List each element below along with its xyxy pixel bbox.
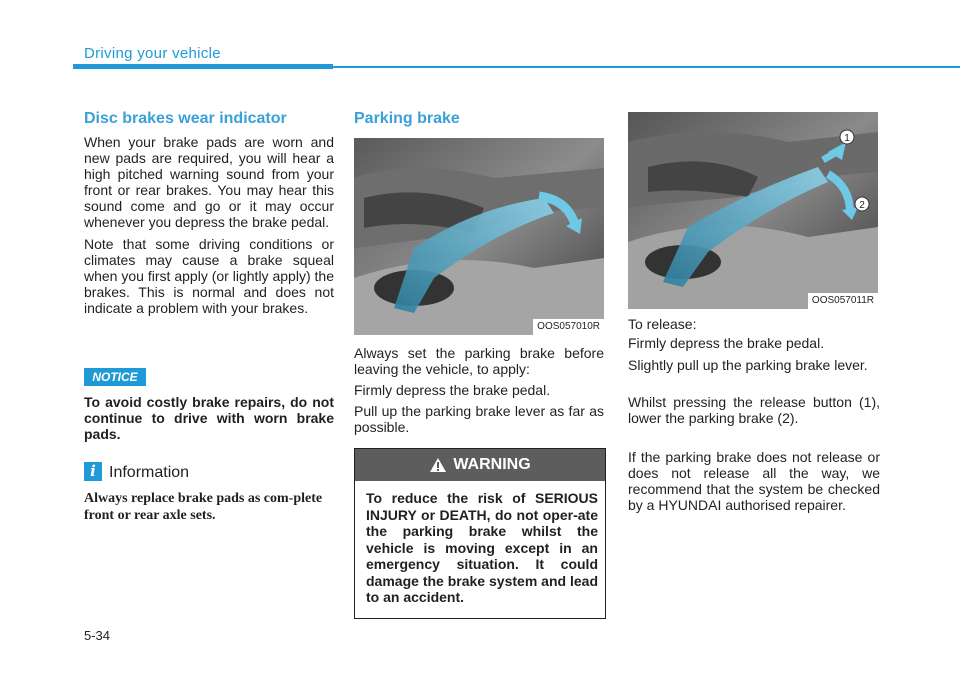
info-title: Information	[109, 464, 190, 481]
warning-label: WARNING	[453, 456, 531, 473]
parking-brake-apply-illustration	[354, 138, 604, 335]
apply-intro-text: Always set the parking brake before leaving the vehicle, to apply:	[354, 345, 604, 377]
warning-box	[354, 448, 606, 619]
release-intro-text: To release:	[628, 316, 697, 332]
apply-step-1: Firmly depress the brake pedal.	[354, 382, 551, 398]
image-code-apply: OOS057010R	[533, 319, 604, 335]
parking-brake-apply-photo	[354, 138, 604, 335]
parking-brake-heading: Parking brake	[354, 110, 460, 127]
warning-text: To reduce the risk of SERIOUS INJURY or DEATH, do not oper-ate the parking brake whilst the vehicle is moving except in an emergency situation. It could damage the brake system and lead to an accident.	[366, 490, 598, 605]
info-text: Always replace brake pads as com-plete front or rear axle sets.	[84, 491, 323, 523]
image-code-release: OOS057011R	[808, 293, 878, 309]
header-rule-thin	[333, 66, 960, 68]
notice-badge: NOTICE	[84, 368, 146, 386]
callout-2: 2	[859, 200, 865, 211]
callout-1: 1	[844, 133, 850, 144]
release-step-1: Firmly depress the brake pedal.	[628, 335, 825, 351]
page-number: 5-34	[84, 628, 111, 643]
header-rule-thick	[73, 64, 333, 69]
info-icon: i	[84, 462, 102, 481]
parking-brake-release-illustration	[628, 112, 878, 309]
release-note: If the parking brake does not release or does not release all the way, we recommend that the system be checked by a HYUNDAI authorised repairer.	[628, 449, 880, 513]
release-step-3: Whilst pressing the release button (1), lower the parking brake (2).	[628, 394, 880, 426]
warning-triangle-icon	[429, 457, 447, 473]
apply-step-2: Pull up the parking brake lever as far as possible.	[354, 403, 604, 435]
warning-header	[355, 449, 605, 481]
notice-text: To avoid costly brake repairs, do not continue to drive with worn brake pads.	[84, 394, 334, 442]
disc-brakes-para-2: Note that some driving conditions or climates may cause a brake squeal when you first apply (or lightly apply) the brakes. This is normal and does not indicate a problem with your brakes.	[84, 236, 334, 316]
release-step-2: Slightly pull up the parking brake lever.	[628, 357, 868, 373]
parking-brake-release-photo	[628, 112, 878, 309]
disc-brakes-heading: Disc brakes wear indicator	[84, 110, 287, 127]
disc-brakes-para-1: When your brake pads are worn and new pads are required, you will hear a high pitched warning sound from your front or rear brakes. You may hear this sound come and go or it may occur whenever you depress the brake pedal.	[84, 134, 334, 230]
section-title: Driving your vehicle	[84, 45, 221, 62]
